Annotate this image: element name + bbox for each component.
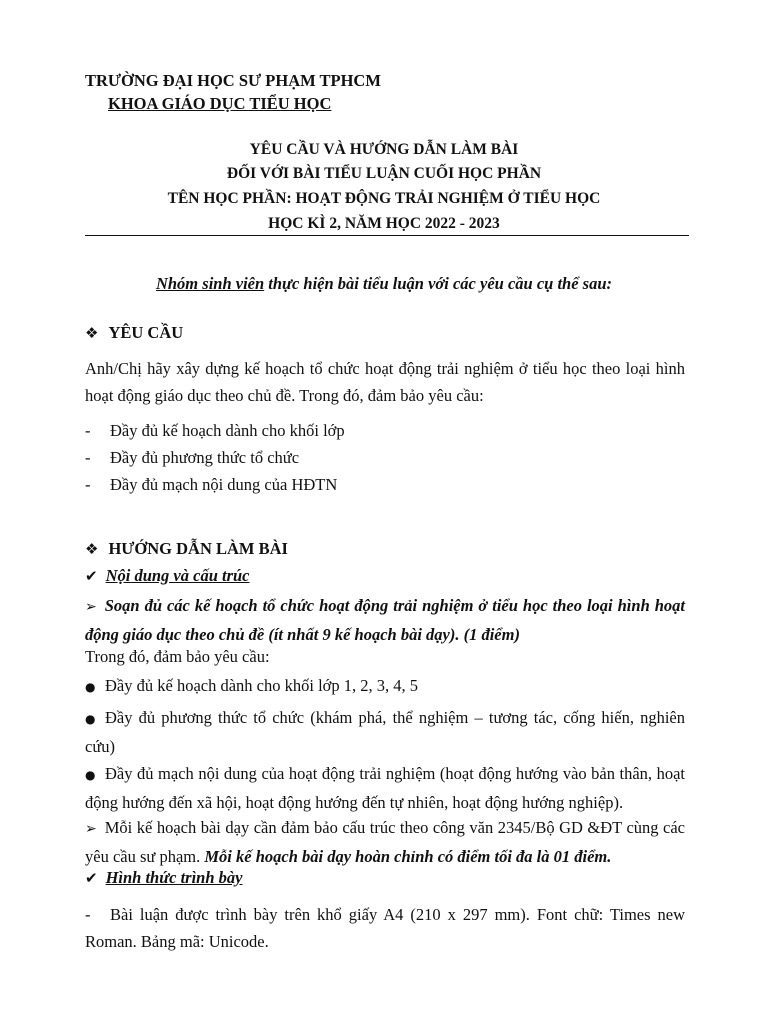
round-bullet: ●	[85, 712, 96, 726]
requirements-paragraph: Anh/Chị hãy xây dựng kế hoạch tổ chức hoạt động trải nghiệm ở tiểu học theo loại hình hoạt động giáo dục theo chủ đề. Trong đó, đảm bảo yêu cầu:	[85, 359, 685, 405]
list-item: - Đầy đủ kế hoạch dành cho khối lớp	[85, 421, 345, 440]
section-heading-label: HƯỚNG DẪN LÀM BÀI	[108, 539, 288, 558]
format-item: - Bài luận được trình bày trên khổ giấy A4 (210 x 297 mm). Font chữ: Times new Roman. Bảng mã: Unicode.	[85, 901, 685, 955]
title-line-2: ĐỐI VỚI BÀI TIỂU LUẬN CUỐI HỌC PHẦN	[226, 165, 542, 182]
requirements-intro: Trong đó, đảm bảo yêu cầu:	[85, 647, 270, 666]
school-name: TRƯỜNG ĐẠI HỌC SƯ PHẠM TPHCM	[85, 71, 381, 90]
title-line-4: HỌC KÌ 2, NĂM HỌC 2022 - 2023	[268, 215, 500, 232]
list-item: - Đầy đủ mạch nội dung của HĐTN	[85, 475, 338, 494]
check-mark-icon: ✔	[85, 869, 98, 887]
list-item: ● Đầy đủ kế hoạch dành cho khối lớp 1, 2, 3, 4, 5	[85, 676, 419, 695]
dash-bullet: -	[85, 475, 91, 494]
check-mark-icon: ✔	[85, 567, 98, 585]
dash-bullet: -	[85, 448, 91, 467]
dash-bullet: -	[85, 905, 91, 924]
structure-note: ➢ Mỗi kế hoạch bài dạy cần đảm bảo cấu trúc theo công văn 2345/Bộ GD &ĐT cùng các yêu cầu sư phạm. Mỗi kế hoạch bài dạy hoàn chỉnh có điểm tối đa là 01 điểm.	[85, 818, 685, 866]
title-divider	[85, 235, 689, 236]
title-line-3: TÊN HỌC PHẦN: HOẠT ĐỘNG TRẢI NGHIỆM Ở TIỂU HỌC	[167, 190, 601, 207]
list-item: - Đầy đủ phương thức tổ chức	[85, 448, 300, 467]
diamond-four-petal-icon: ❖	[85, 324, 99, 342]
subheading-content-structure: ✔ Nội dung và cấu trúc	[85, 566, 250, 585]
intro-subject: Nhóm sinh viên	[155, 274, 265, 293]
diamond-four-petal-icon: ❖	[85, 540, 99, 558]
list-item: ● Đầy đủ phương thức tổ chức (khám phá, thể nghiệm – tương tác, cống hiến, nghiên cứu)	[85, 708, 685, 756]
faculty-name: KHOA GIÁO DỤC TIỂU HỌC	[108, 94, 332, 113]
section-heading-requirements	[85, 323, 183, 343]
dash-bullet: -	[85, 421, 91, 440]
round-bullet: ●	[85, 680, 96, 694]
section-heading-label: YÊU CẦU	[108, 323, 184, 342]
arrowhead-right-icon: ➢	[85, 821, 97, 837]
task-paragraph: ➢ Soạn đủ các kế hoạch tổ chức hoạt động trải nghiệm ở tiểu học theo loại hình hoạt động giáo dục theo chủ đề (ít nhất 9 kế hoạch bài dạy). (1 điểm)	[85, 596, 685, 644]
arrowhead-right-icon: ➢	[85, 599, 97, 615]
subheading-presentation: ✔ Hình thức trình bày	[85, 868, 243, 887]
section-heading-guidelines	[85, 539, 288, 559]
intro-rest: thực hiện bài tiểu luận với các yêu cầu cụ thể sau:	[264, 274, 613, 293]
intro-line	[0, 274, 768, 294]
title-line-1: YÊU CẦU VÀ HƯỚNG DẪN LÀM BÀI	[249, 141, 519, 158]
round-bullet: ●	[85, 768, 96, 782]
list-item: ● Đầy đủ mạch nội dung của hoạt động trải nghiệm (hoạt động hướng vào bản thân, hoạt động hướng đến xã hội, hoạt động hướng đến tự nhiên, hoạt động hướng nghiệp).	[85, 764, 685, 812]
